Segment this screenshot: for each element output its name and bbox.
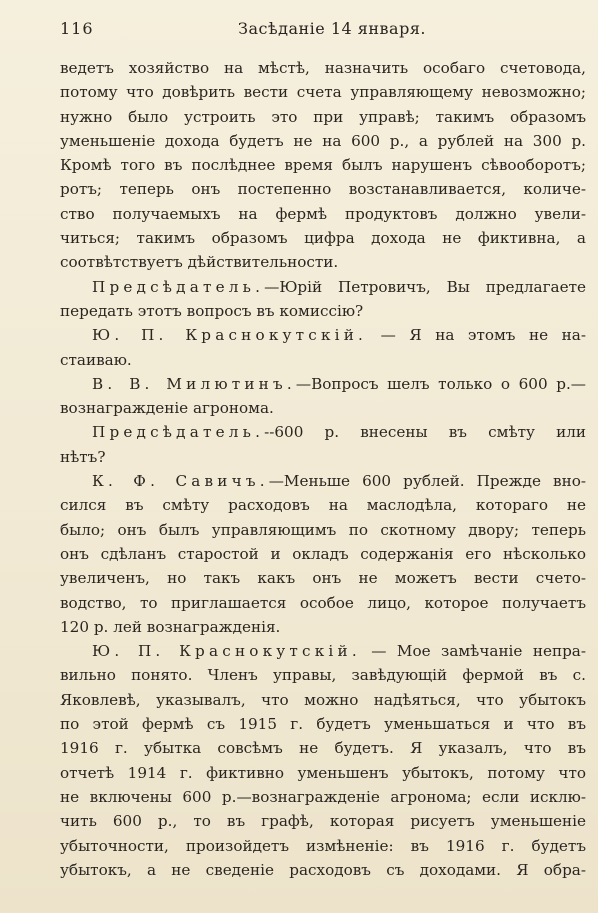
line-text: — Я на этомъ не на- bbox=[367, 326, 586, 345]
text-line bbox=[60, 712, 586, 736]
line-text: чить 600 р., то въ графѣ, которая рисуетъ уменьшеніе bbox=[60, 812, 586, 831]
text-line bbox=[60, 518, 586, 542]
speaker-name: Предсѣдатель. bbox=[92, 277, 265, 296]
line-text: потому что довѣрить вести счета управляющему невозможно; bbox=[60, 83, 586, 102]
line-text: отчетѣ 1914 г. фиктивно уменьшенъ убытокъ, потому что bbox=[60, 763, 586, 782]
line-text: было; онъ былъ управляющимъ по скотному двору; теперь bbox=[60, 520, 586, 539]
text-line bbox=[60, 80, 586, 104]
text-line bbox=[60, 275, 586, 299]
text-line bbox=[60, 809, 586, 833]
line-text: передать этотъ вопросъ въ комиссію? bbox=[60, 301, 364, 320]
text-line bbox=[60, 250, 586, 274]
text-line bbox=[60, 323, 586, 347]
line-text: 1916 г. убытка совсѣмъ не будетъ. Я указалъ, что въ bbox=[60, 739, 586, 758]
text-line bbox=[60, 372, 586, 396]
text-line bbox=[60, 591, 586, 615]
line-text: вознагражденіе агронома. bbox=[60, 399, 274, 418]
line-text: убыточности, произойдетъ измѣненіе: въ 1916 г. будетъ bbox=[60, 836, 586, 855]
text-line bbox=[60, 566, 586, 590]
text-line bbox=[60, 420, 586, 444]
speaker-name: В. В. Милютинъ. bbox=[92, 374, 296, 393]
line-text: сился въ смѣту расходовъ на маслодѣла, котораго не bbox=[60, 496, 586, 515]
speaker-name: Ю. П. Краснокутскій. bbox=[92, 642, 361, 661]
line-text: читься; такимъ образомъ цифра дохода не фиктивна, а bbox=[60, 229, 586, 248]
text-line bbox=[60, 542, 586, 566]
text-line bbox=[60, 639, 586, 663]
line-text: нужно было устроить это при управѣ; такимъ образомъ bbox=[60, 107, 586, 126]
line-text: --600 р. внесены въ смѣту или bbox=[264, 423, 586, 442]
text-line bbox=[60, 129, 586, 153]
text-line bbox=[60, 493, 586, 517]
line-text: —Меньше 600 рублей. Прежде вно- bbox=[268, 472, 586, 491]
page-header bbox=[60, 14, 586, 44]
running-title: Засѣданіе 14 января. bbox=[238, 19, 427, 38]
line-text: 120 р. лей вознагражденія. bbox=[60, 617, 281, 636]
page-number: 116 bbox=[60, 19, 94, 38]
line-text: водство, то приглашается особое лицо, которое получаетъ bbox=[60, 593, 586, 612]
text-line bbox=[60, 202, 586, 226]
line-text: не включены 600 р.—вознагражденіе агронома; если исклю- bbox=[60, 787, 586, 806]
text-line bbox=[60, 834, 586, 858]
line-text: —Юрій Петровичъ, Вы предлагаете bbox=[264, 277, 586, 296]
line-text: — Мое замѣчаніе непра- bbox=[360, 642, 586, 661]
line-text: ротъ; теперь онъ постепенно возстанавливается, количе- bbox=[60, 180, 586, 199]
text-line bbox=[60, 348, 586, 372]
line-text: —Вопросъ шелъ только о 600 р.— bbox=[295, 374, 586, 393]
text-line bbox=[60, 445, 586, 469]
text-line bbox=[60, 615, 586, 639]
text-line bbox=[60, 105, 586, 129]
line-text: Кромѣ того въ послѣднее время былъ нарушенъ сѣвооборотъ; bbox=[60, 156, 586, 175]
line-text: стаиваю. bbox=[60, 350, 132, 369]
text-line bbox=[60, 785, 586, 809]
text-line bbox=[60, 663, 586, 687]
body-text bbox=[60, 56, 586, 882]
text-line bbox=[60, 736, 586, 760]
line-text: по этой фермѣ съ 1915 г. будетъ уменьшаться и что въ bbox=[60, 715, 586, 734]
line-text: ство получаемыхъ на фермѣ продуктовъ должно увели- bbox=[60, 204, 586, 223]
line-text: ведетъ хозяйство на мѣстѣ, назначить особаго счетовода, bbox=[60, 59, 586, 77]
speaker-name: К. Ф. Савичъ. bbox=[92, 472, 269, 491]
text-line bbox=[60, 761, 586, 785]
text-line bbox=[60, 153, 586, 177]
text-line bbox=[60, 688, 586, 712]
line-text: Яковлевѣ, указывалъ, что можно надѣяться, что убытокъ bbox=[60, 690, 586, 709]
text-line bbox=[60, 299, 586, 323]
line-text: нѣтъ? bbox=[60, 447, 106, 466]
line-text: уменьшеніе дохода будетъ не на 600 р., а рублей на 300 р. bbox=[60, 131, 586, 150]
text-line bbox=[60, 469, 586, 493]
speaker-name: Ю. П. Краснокутскій. bbox=[92, 326, 368, 345]
text-line bbox=[60, 56, 586, 80]
text-line bbox=[60, 858, 586, 882]
line-text: онъ сдѣланъ старостой и окладъ содержанія его нѣсколько bbox=[60, 544, 586, 563]
text-line bbox=[60, 396, 586, 420]
line-text: вильно понято. Членъ управы, завѣдующій фермой въ с. bbox=[60, 666, 586, 685]
text-line bbox=[60, 177, 586, 201]
line-text: убытокъ, а не сведеніе расходовъ съ доходами. Я обра- bbox=[60, 860, 586, 879]
line-text: увеличенъ, но такъ какъ онъ не можетъ вести счето- bbox=[60, 569, 586, 588]
text-line bbox=[60, 226, 586, 250]
line-text: соотвѣтствуетъ дѣйствительности. bbox=[60, 253, 339, 272]
speaker-name: Предсѣдатель. bbox=[92, 423, 265, 442]
